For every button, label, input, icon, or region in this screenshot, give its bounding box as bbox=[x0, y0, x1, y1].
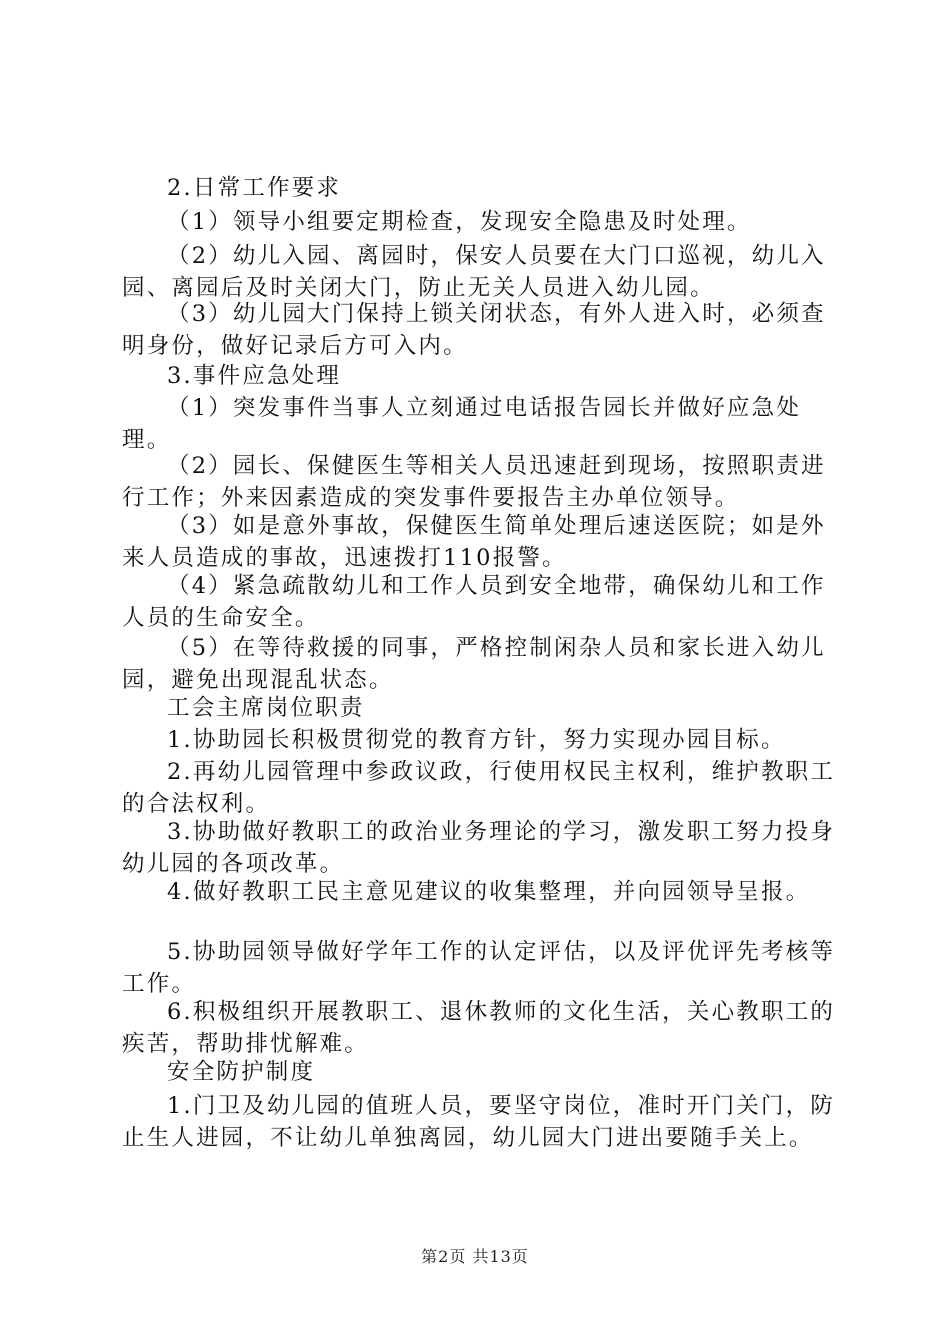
paragraph: 4.做好教职工民主意见建议的收集整理，并向园领导呈报。 bbox=[167, 879, 811, 905]
paragraph: 2.再幼儿园管理中参政议政，行使用权民主权利，维护教职工的合法权利。 bbox=[122, 759, 836, 817]
section-heading: 2.日常工作要求 bbox=[167, 175, 342, 201]
paragraph: 6.积极组织开展教职工、退休教师的文化生活，关心教职工的疾苦，帮助排忧解难。 bbox=[122, 999, 836, 1057]
paragraph: （3）幼儿园大门保持上锁关闭状态，有外人进入时，必须查明身份，做好记录后方可入内。 bbox=[122, 301, 826, 359]
paragraph: （5）在等待救援的同事，严格控制闲杂人员和家长进入幼儿园，避免出现混乱状态。 bbox=[122, 635, 826, 693]
paragraph: 5.协助园领导做好学年工作的认定评估，以及评优评先考核等工作。 bbox=[122, 939, 836, 997]
paragraph: （3）如是意外事故，保健医生简单处理后速送医院；如是外来人员造成的事故，迅速拨打110报警。 bbox=[122, 513, 826, 571]
paragraph: （2）幼儿入园、离园时，保安人员要在大门口巡视，幼儿入园、离园后及时关闭大门，防止无关人员进入幼儿园。 bbox=[122, 243, 826, 301]
section-heading: 3.事件应急处理 bbox=[167, 363, 342, 389]
paragraph: 3.协助做好教职工的政治业务理论的学习，激发职工努力投身幼儿园的各项改革。 bbox=[122, 819, 836, 877]
paragraph: 1.门卫及幼儿园的值班人员，要坚守岗位，准时开门关门，防止生人进园，不让幼儿单独离园，幼儿园大门进出要随手关上。 bbox=[122, 1093, 836, 1151]
paragraph: （4）紧急疏散幼儿和工作人员到安全地带，确保幼儿和工作人员的生命安全。 bbox=[122, 573, 826, 631]
section-heading: 工会主席岗位职责 bbox=[167, 695, 365, 721]
paragraph: （1）领导小组要定期检查，发现安全隐患及时处理。 bbox=[167, 209, 752, 235]
paragraph: （1）突发事件当事人立刻通过电话报告园长并做好应急处理。 bbox=[122, 395, 802, 453]
paragraph: （2）园长、保健医生等相关人员迅速赶到现场，按照职责进行工作；外来因素造成的突发事件要报告主办单位领导。 bbox=[122, 453, 826, 511]
section-heading: 安全防护制度 bbox=[167, 1059, 316, 1085]
page-footer: 第2页 共13页 bbox=[421, 1247, 529, 1266]
paragraph: 1.协助园长积极贯彻党的教育方针，努力实现办园目标。 bbox=[167, 727, 786, 753]
